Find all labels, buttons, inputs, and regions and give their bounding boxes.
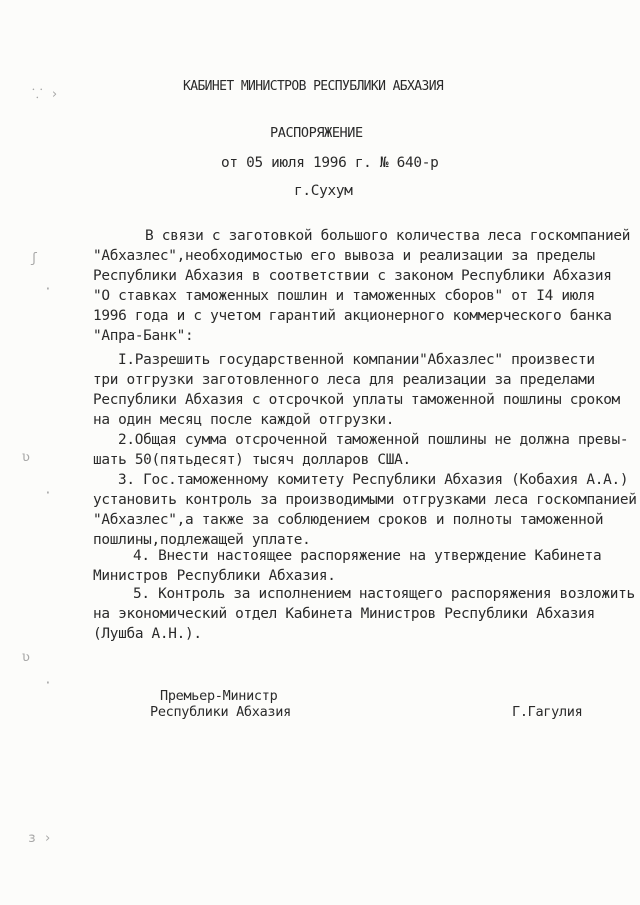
preamble-line: "О ставках таможенных пошлин и таможенных сборов" от I4 июля: [93, 288, 595, 304]
margin-mark: ʋ: [22, 450, 30, 465]
item-line: "Абхазлес",а также за соблюдением сроков и полноты таможенной: [93, 512, 604, 528]
margin-mark: ɜ ›: [28, 831, 52, 846]
signatory-position: Премьер-Министр: [160, 688, 278, 704]
item-line: на один месяц после каждой отгрузки.: [93, 412, 395, 428]
item-line: (Лушба А.Н.).: [93, 626, 202, 642]
margin-mark: ʃ: [30, 251, 38, 266]
item-line: 4. Внести настоящее распоряжение на утверждение Кабинета: [133, 548, 602, 564]
item-line: Республики Абхазия с отсрочкой уплаты таможенной пошлины сроком: [93, 392, 620, 408]
item-line: пошлины,подлежащей уплате.: [93, 532, 311, 548]
item-line: 2.Общая сумма отсроченной таможенной пошлины не должна превы-: [118, 432, 629, 448]
document-date-number: от 05 июля 1996 г. № 640-р: [221, 155, 439, 171]
document-place: г.Сухум: [294, 183, 353, 199]
document-type: РАСПОРЯЖЕНИЕ: [270, 125, 363, 141]
preamble-line: В связи с заготовкой большого количества леса госкомпанией: [145, 228, 631, 244]
organization-header: КАБИНЕТ МИНИСТРОВ РЕСПУБЛИКИ АБХАЗИЯ: [183, 79, 444, 94]
margin-mark: ·: [44, 676, 52, 691]
item-line: I.Разрешить государственной компании"Абхазлес" произвести: [118, 352, 595, 368]
item-line: Министров Республики Абхазия.: [93, 568, 336, 584]
item-line: 5. Контроль за исполнением настоящего распоряжения возложить: [133, 586, 635, 602]
preamble-line: "Апра-Банк":: [93, 328, 194, 344]
preamble-line: 1996 года и с учетом гарантий акционерного коммерческого банка: [93, 308, 612, 324]
item-line: установить контроль за производимыми отгрузками леса госкомпанией: [93, 492, 637, 508]
signatory-name: Г.Гагулия: [512, 704, 583, 720]
margin-mark: ⸪ ›: [32, 87, 59, 102]
margin-mark: ʋ: [22, 650, 30, 665]
item-line: три отгрузки заготовленного леса для реализации за пределами: [93, 372, 595, 388]
preamble-line: "Абхазлес",необходимостью его вывоза и реализации за пределы: [93, 248, 595, 264]
margin-mark: ·: [44, 486, 52, 501]
signatory-position: Республики Абхазия: [150, 704, 291, 720]
margin-mark: ·: [44, 282, 52, 297]
item-line: на экономический отдел Кабинета Министров Республики Абхазия: [93, 606, 595, 622]
item-line: 3. Гос.таможенному комитету Республики Абхазия (Кобахия А.А.): [118, 472, 629, 488]
item-line: шать 50(пятьдесят) тысяч долларов США.: [93, 452, 411, 468]
preamble-line: Республики Абхазия в соответствии с законом Республики Абхазия: [93, 268, 612, 284]
